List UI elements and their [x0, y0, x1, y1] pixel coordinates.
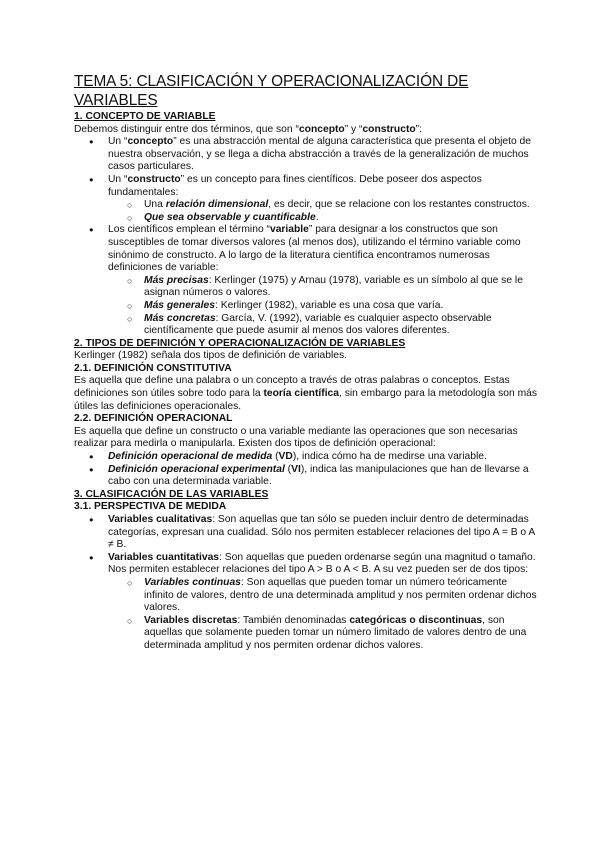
sub-item-continuas: ○ Variables continuas: Son aquellas que pueden tomar un número teóricamente infinito de valores, dentro de una determinada amplitud y nos permiten ordenar dichos valores.: [74, 577, 538, 615]
section-1-intro: Debemos distinguir entre dos términos, que son “concepto” y “constructo”:: [74, 123, 422, 135]
list-item-cuantitativas: ● Variables cuantitativas: Son aquellas que pueden ordenarse según una magnitud o tamaño. Nos permiten establecer relaciones del tipo A > B o A < B. A su vez pueden ser de dos tipos:: [74, 552, 538, 577]
sub-item-mas-concretas: ○ Más concretas: García, V. (1992), variable es cualquier aspecto observable científicamente que puede asumir al menos dos valores diferentes.: [74, 313, 538, 338]
subsection-2-1-text: Es aquella que define una palabra o un concepto a través de otras palabras o conceptos. Estas definiciones son útiles sobre todo para la teoría científica, sin embargo para la metodología son más útiles las definiciones operacionales.: [74, 375, 538, 412]
sub-item-relacion-dimensional: ○ Una relación dimensional, es decir, que se relacione con los restantes constructos.: [74, 199, 538, 212]
list-item-definicion-experimental: ● Definición operacional experimental (VI), indica las manipulaciones que han de llevarse a cabo con una determinada variable.: [74, 464, 538, 489]
list-item-constructo: ● Un “constructo” es un concepto para fines científicos. Debe poseer dos aspectos fundamentales:: [74, 174, 538, 199]
sub-item-mas-generales: ○ Más generales: Kerlinger (1982), variable es una cosa que varía.: [74, 300, 538, 313]
section-2-list: [74, 451, 538, 489]
subsection-2-1-heading: 2.1. DEFINICIÓN CONSTITUTIVA: [74, 362, 232, 374]
section-3-heading: 3. CLASIFICACIÓN DE LAS VARIABLES: [74, 488, 269, 500]
subsection-2-2-text: Es aquella que define un constructo o una variable mediante las operaciones que son necesarias realizar para medirla o manipularla. Existen dos tipos de definición operacional:: [74, 425, 518, 450]
section-2-intro: Kerlinger (1982) señala dos tipos de definición de variables.: [74, 350, 348, 362]
subsection-3-1-heading: 3.1. PERSPECTIVA DE MEDIDA: [74, 501, 227, 513]
sub-item-observable: ○ Que sea observable y cuantificable.: [74, 212, 538, 225]
section-3-list: [74, 514, 538, 653]
sub-item-mas-precisas: ○ Más precisas: Kerlinger (1975) y Arnau (1978), variable es un símbolo al que se le asignan números o valores.: [74, 275, 538, 300]
document-page: [74, 72, 538, 653]
list-item-concepto: ● Un “concepto” es una abstracción mental de alguna característica que presenta el objeto de nuestra observación, y se llega a dicha abstracción a través de la generalización de muchos casos particulares.: [74, 136, 538, 174]
list-item-definicion-medida: ● Definición operacional de medida (VD), indica cómo ha de medirse una variable.: [74, 451, 538, 464]
subsection-2-2-heading: 2.2. DEFINICIÓN OPERACIONAL: [74, 413, 233, 425]
section-1-list: [74, 136, 538, 338]
document-title: TEMA 5: CLASIFICACIÓN Y OPERACIONALIZACIÓN DE VARIABLES: [74, 73, 469, 109]
section-2-heading: 2. TIPOS DE DEFINICIÓN Y OPERACIONALIZACIÓN DE VARIABLES: [74, 337, 406, 349]
sub-item-discretas: ○ Variables discretas: También denominadas categóricas o discontinuas, son aquellas que solamente pueden tomar un número limitado de valores dentro de una determinada amplitud y nos permiten ordenar dichos valores.: [74, 615, 538, 653]
list-item-variable: ● Los científicos emplean el término “variable” para designar a los constructos que son susceptibles de tomar diversos valores (al menos dos), utilizando el término variable como sinónimo de constructo. A lo largo de la literatura científica encontramos numerosas definiciones de variable:: [74, 224, 538, 274]
list-item-cualitativas: ● Variables cualitativas: Son aquellas que tan sólo se pueden incluir dentro de determinadas categorías, expresan una cualidad. Sólo nos permiten establecer relaciones del tipo A = B o A ≠ B.: [74, 514, 538, 552]
section-1-heading: 1. CONCEPTO DE VARIABLE: [74, 111, 216, 122]
